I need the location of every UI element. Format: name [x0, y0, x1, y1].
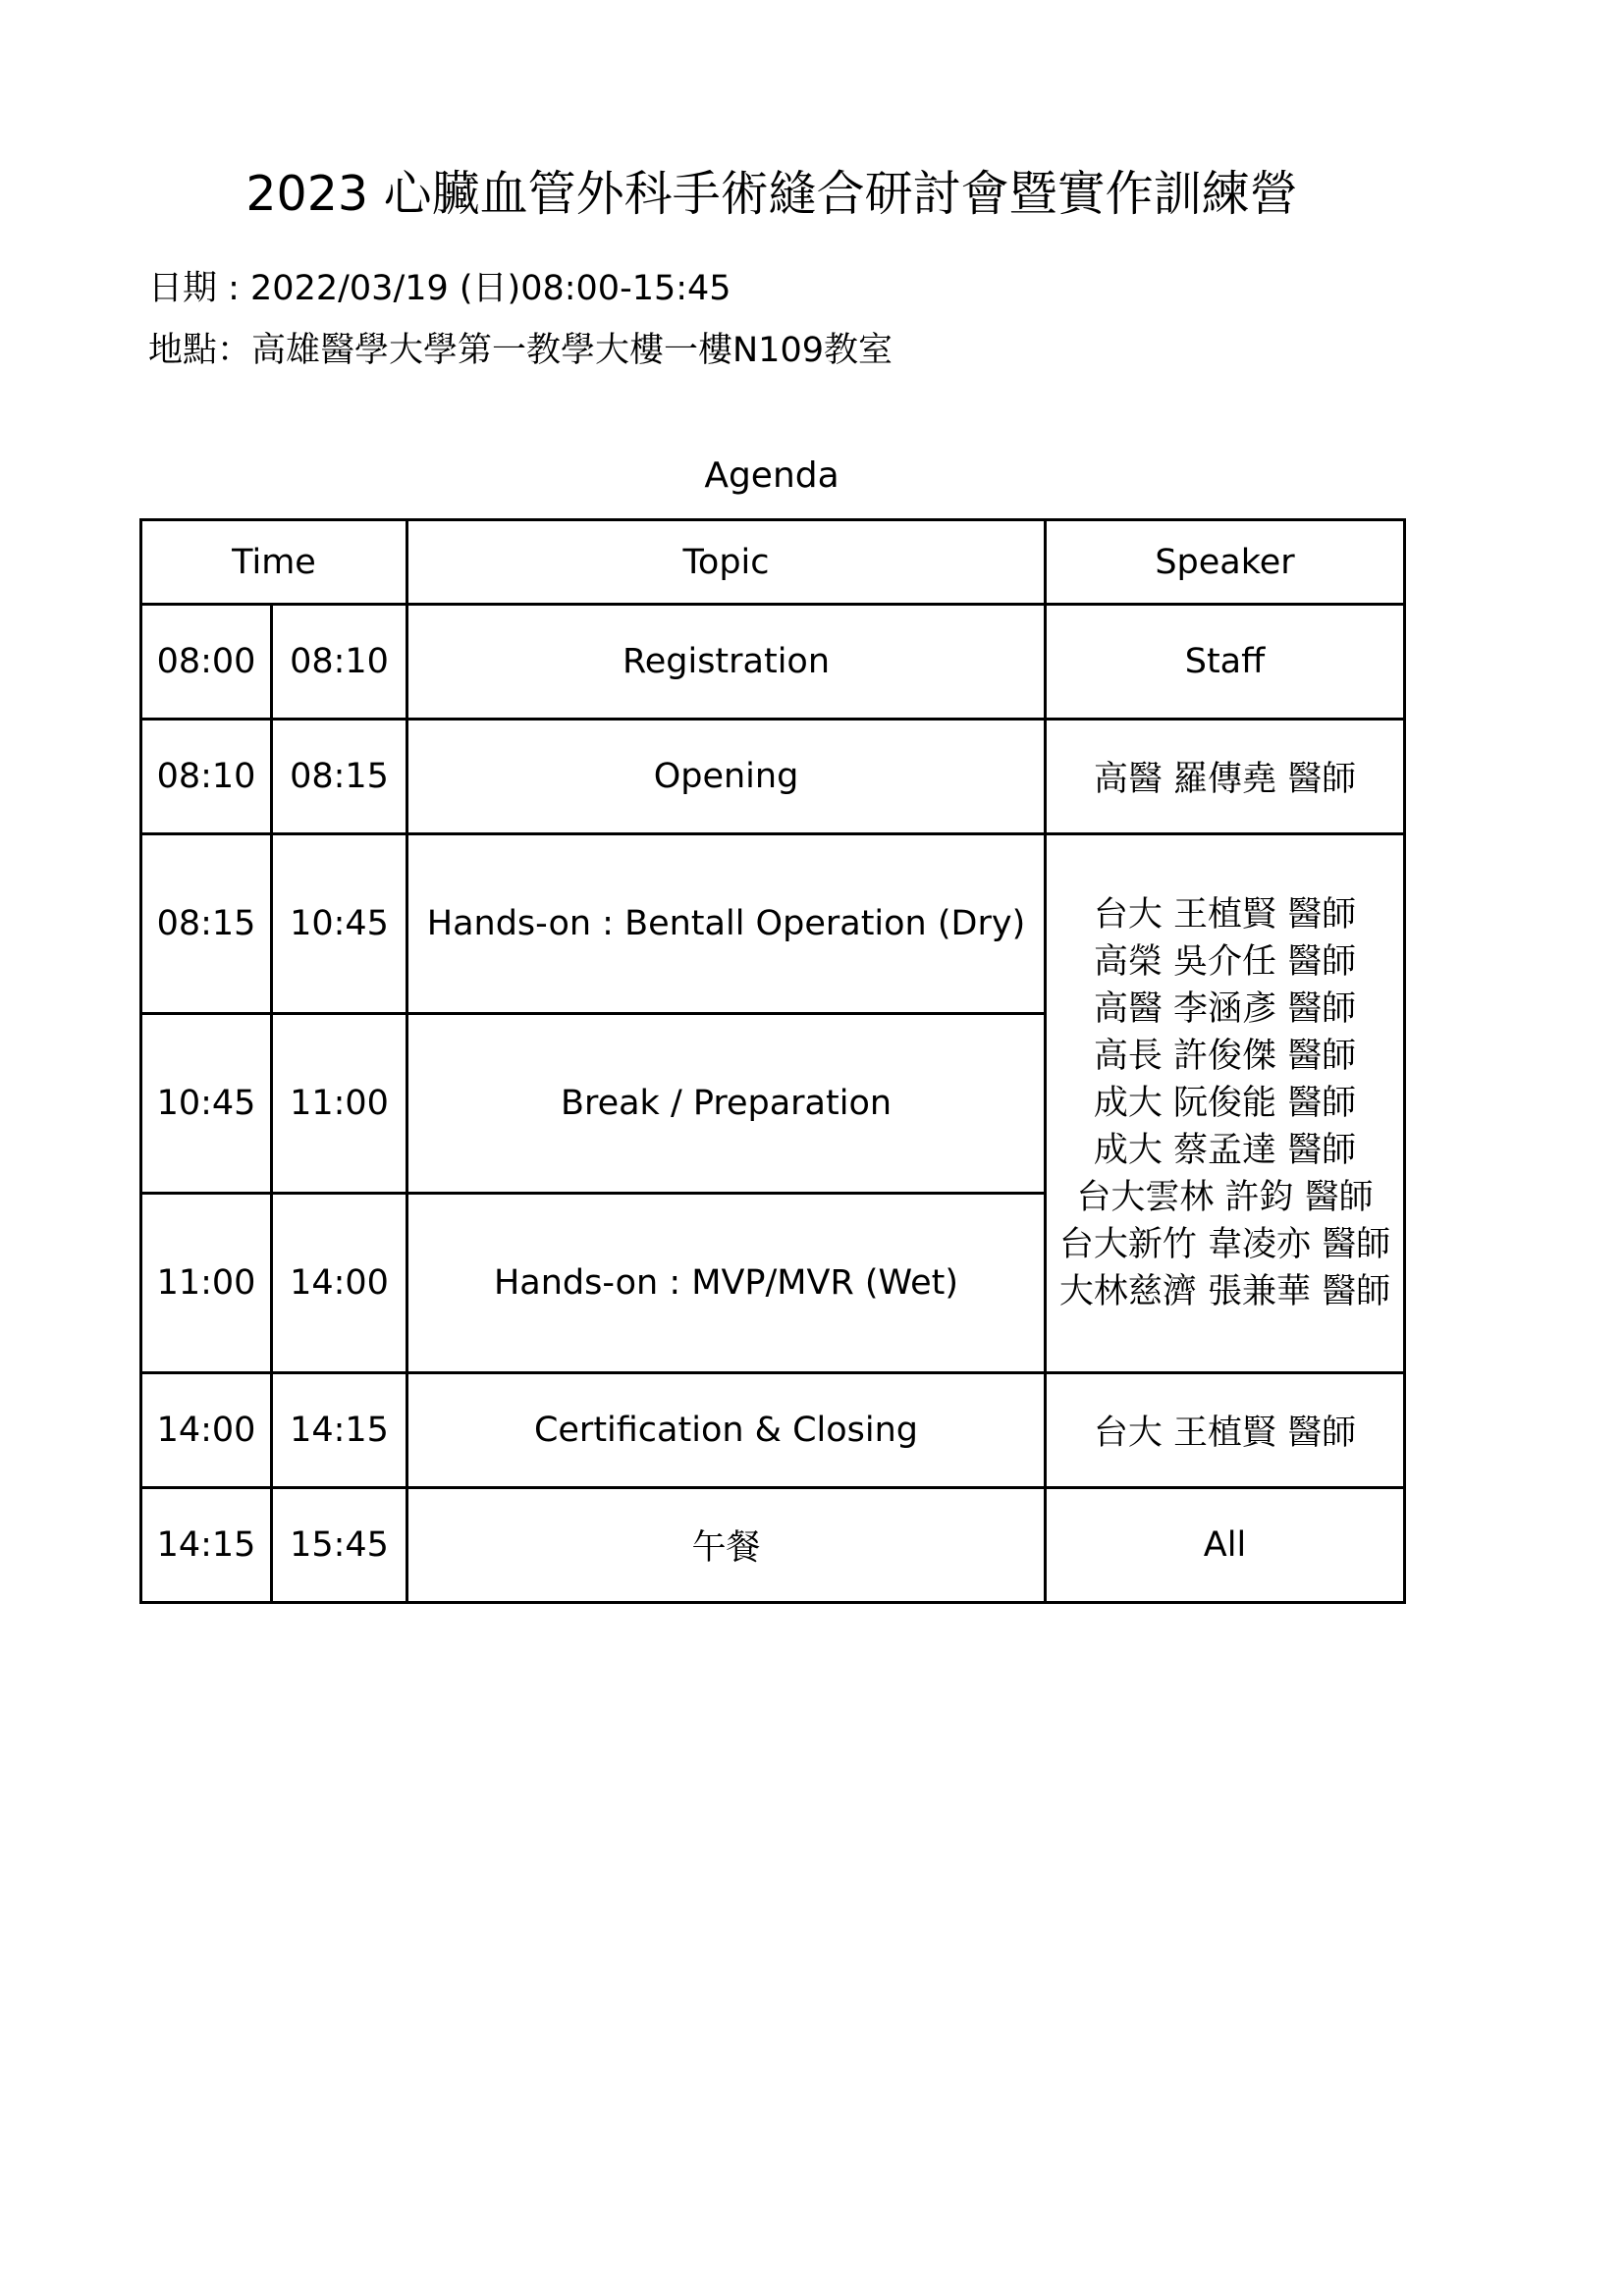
speaker: All	[1046, 1488, 1405, 1603]
end-time: 08:15	[272, 720, 407, 834]
start-time: 11:00	[141, 1194, 272, 1373]
speaker: 高醫 羅傳堯 醫師	[1046, 720, 1405, 834]
agenda-row	[141, 834, 1405, 1014]
speaker-line: 高醫 李涵彥 醫師	[1093, 989, 1357, 1029]
topic-header: Topic	[407, 520, 1046, 605]
speaker-line: 台大 王植賢 醫師	[1093, 895, 1357, 934]
speaker-line: 高榮 吳介任 醫師	[1093, 942, 1357, 982]
agenda-row	[141, 1373, 1405, 1488]
speaker: Staff	[1046, 605, 1405, 720]
agenda-table	[139, 518, 1406, 1604]
end-time: 15:45	[272, 1488, 407, 1603]
page-title: 2023 心臟血管外科手術縫合研討會暨實作訓練營	[245, 166, 1298, 222]
end-time: 10:45	[272, 834, 407, 1014]
end-time: 14:00	[272, 1194, 407, 1373]
end-time: 11:00	[272, 1014, 407, 1194]
topic: Hands-on : Bentall Operation (Dry)	[407, 834, 1046, 1014]
topic: Hands-on : MVP/MVR (Wet)	[407, 1194, 1046, 1373]
end-time: 14:15	[272, 1373, 407, 1488]
start-time: 08:00	[141, 605, 272, 720]
start-time: 14:15	[141, 1488, 272, 1603]
topic: Certification & Closing	[407, 1373, 1046, 1488]
agenda-caption: Agenda	[704, 455, 839, 496]
event-date: 日期 : 2022/03/19 (日)08:00-15:45	[148, 269, 731, 308]
start-time: 08:10	[141, 720, 272, 834]
time-header: Time	[141, 520, 407, 605]
handson-speakers	[1046, 834, 1405, 1373]
speaker-line: 台大雲林 許鈞 醫師	[1076, 1178, 1374, 1217]
start-time: 08:15	[141, 834, 272, 1014]
start-time: 10:45	[141, 1014, 272, 1194]
speaker-line: 大林慈濟 張兼華 醫師	[1058, 1272, 1391, 1311]
topic: Break / Preparation	[407, 1014, 1046, 1194]
speaker-line: 成大 阮俊能 醫師	[1093, 1084, 1357, 1123]
speaker-line: 成大 蔡孟達 醫師	[1093, 1131, 1357, 1170]
speaker-header: Speaker	[1046, 520, 1405, 605]
topic: 午餐	[407, 1488, 1046, 1603]
agenda-row	[141, 1488, 1405, 1603]
speaker-line: 高長 許俊傑 醫師	[1093, 1037, 1357, 1076]
agenda-row	[141, 605, 1405, 720]
agenda-row	[141, 720, 1405, 834]
topic: Registration	[407, 605, 1046, 720]
agenda-header-row	[141, 520, 1405, 605]
start-time: 14:00	[141, 1373, 272, 1488]
speaker-line: 台大新竹 韋凌亦 醫師	[1058, 1225, 1391, 1264]
event-venue: 地點：高雄醫學大學第一教學大樓一樓N109教室	[148, 331, 893, 370]
speaker: 台大 王植賢 醫師	[1046, 1373, 1405, 1488]
topic: Opening	[407, 720, 1046, 834]
end-time: 08:10	[272, 605, 407, 720]
